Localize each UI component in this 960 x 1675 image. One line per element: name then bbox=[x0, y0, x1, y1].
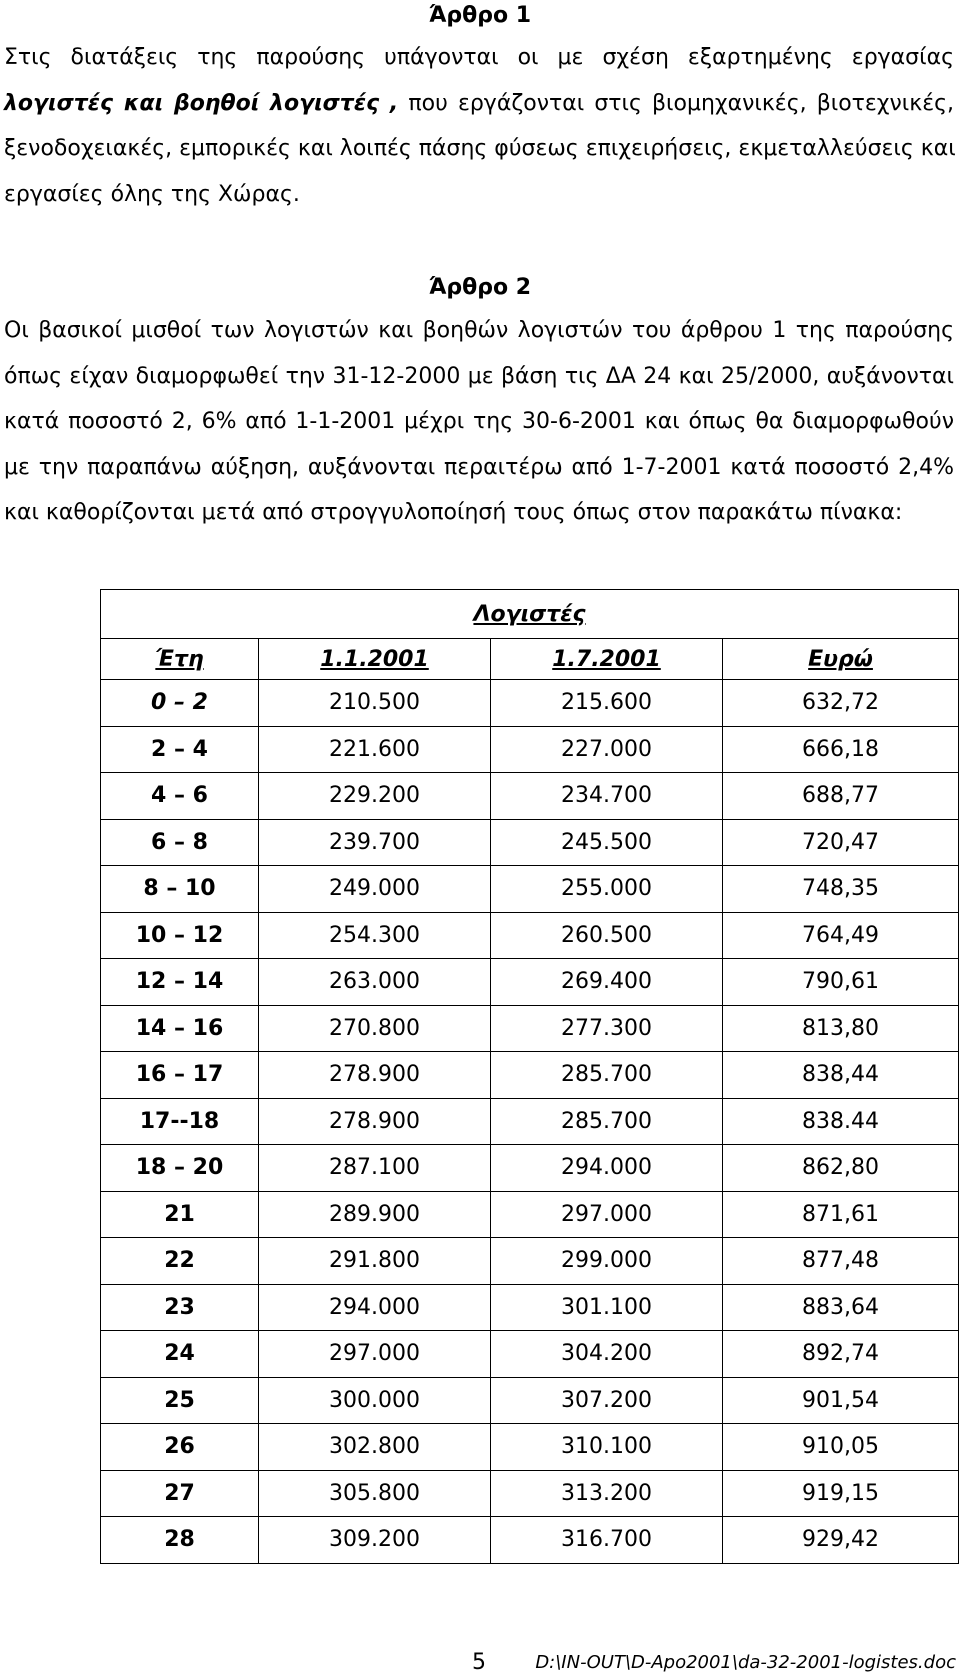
value-2001-01-cell: 287.100 bbox=[259, 1145, 491, 1192]
header-years: Έτη bbox=[101, 639, 259, 680]
table-row bbox=[101, 1470, 959, 1517]
years-cell: 12 – 14 bbox=[101, 959, 259, 1006]
years-cell: 28 bbox=[101, 1517, 259, 1564]
euro-cell: 883,64 bbox=[723, 1284, 959, 1331]
years-cell: 14 – 16 bbox=[101, 1005, 259, 1052]
years-cell: 23 bbox=[101, 1284, 259, 1331]
value-2001-01-cell: 221.600 bbox=[259, 726, 491, 773]
euro-cell: 892,74 bbox=[723, 1331, 959, 1378]
euro-cell: 632,72 bbox=[723, 680, 959, 727]
years-cell: 26 bbox=[101, 1424, 259, 1471]
article-1-line-2 bbox=[4, 81, 954, 127]
value-2001-01-cell: 254.300 bbox=[259, 912, 491, 959]
header-euro: Ευρώ bbox=[723, 639, 959, 680]
euro-cell: 666,18 bbox=[723, 726, 959, 773]
euro-cell: 764,49 bbox=[723, 912, 959, 959]
value-2001-07-cell: 301.100 bbox=[491, 1284, 723, 1331]
years-cell: 22 bbox=[101, 1238, 259, 1285]
value-2001-01-cell: 300.000 bbox=[259, 1377, 491, 1424]
value-2001-01-cell: 278.900 bbox=[259, 1098, 491, 1145]
euro-cell: 838.44 bbox=[723, 1098, 959, 1145]
article-1-body bbox=[4, 35, 954, 217]
article-2-line-3: κατά ποσοστό 2, 6% από 1-1-2001 μέχρι της 30-6-2001 και όπως θα διαμορφωθούν bbox=[4, 409, 954, 434]
years-cell: 17--18 bbox=[101, 1098, 259, 1145]
value-2001-07-cell: 227.000 bbox=[491, 726, 723, 773]
value-2001-07-cell: 277.300 bbox=[491, 1005, 723, 1052]
years-cell: 18 – 20 bbox=[101, 1145, 259, 1192]
years-cell: 16 – 17 bbox=[101, 1052, 259, 1099]
value-2001-01-cell: 297.000 bbox=[259, 1331, 491, 1378]
euro-cell: 748,35 bbox=[723, 866, 959, 913]
value-2001-01-cell: 291.800 bbox=[259, 1238, 491, 1285]
table-row bbox=[101, 1377, 959, 1424]
years-cell: 2 – 4 bbox=[101, 726, 259, 773]
table-row bbox=[101, 1098, 959, 1145]
years-cell: 10 – 12 bbox=[101, 912, 259, 959]
table-row bbox=[101, 773, 959, 820]
article-2-line-5: και καθορίζονται μετά από στρογγυλοποίησή τους όπως στον παρακάτω πίνακα: bbox=[4, 500, 903, 525]
table-row bbox=[101, 1284, 959, 1331]
years-cell: 25 bbox=[101, 1377, 259, 1424]
salary-table bbox=[100, 589, 959, 1564]
years-cell: 27 bbox=[101, 1470, 259, 1517]
years-cell: 4 – 6 bbox=[101, 773, 259, 820]
table-row bbox=[101, 680, 959, 727]
value-2001-01-cell: 309.200 bbox=[259, 1517, 491, 1564]
years-cell: 6 – 8 bbox=[101, 819, 259, 866]
article-2-line-2: όπως είχαν διαμορφωθεί την 31-12-2000 με βάση τις ΔΑ 24 και 25/2000, αυξάνονται bbox=[4, 363, 954, 389]
euro-cell: 910,05 bbox=[723, 1424, 959, 1471]
value-2001-07-cell: 316.700 bbox=[491, 1517, 723, 1564]
value-2001-01-cell: 278.900 bbox=[259, 1052, 491, 1099]
value-2001-01-cell: 294.000 bbox=[259, 1284, 491, 1331]
table-row bbox=[101, 1517, 959, 1564]
page-number: 5 bbox=[472, 1650, 486, 1675]
value-2001-07-cell: 307.200 bbox=[491, 1377, 723, 1424]
value-2001-07-cell: 297.000 bbox=[491, 1191, 723, 1238]
article-1-line-4: εργασίες όλης της Χώρας. bbox=[4, 181, 300, 207]
years-cell: 24 bbox=[101, 1331, 259, 1378]
value-2001-07-cell: 269.400 bbox=[491, 959, 723, 1006]
table-title-row bbox=[101, 590, 959, 639]
value-2001-07-cell: 294.000 bbox=[491, 1145, 723, 1192]
table-row bbox=[101, 819, 959, 866]
table-row bbox=[101, 1005, 959, 1052]
euro-cell: 901,54 bbox=[723, 1377, 959, 1424]
value-2001-07-cell: 260.500 bbox=[491, 912, 723, 959]
value-2001-07-cell: 245.500 bbox=[491, 819, 723, 866]
table-row bbox=[101, 1424, 959, 1471]
euro-cell: 838,44 bbox=[723, 1052, 959, 1099]
table-row bbox=[101, 1052, 959, 1099]
article-2-body bbox=[4, 308, 954, 536]
article-2-line-4: με την παραπάνω αύξηση, αυξάνονται περαιτέρω από 1-7-2001 κατά ποσοστό 2,4% bbox=[4, 454, 954, 480]
value-2001-01-cell: 210.500 bbox=[259, 680, 491, 727]
table-row bbox=[101, 866, 959, 913]
table-row bbox=[101, 1331, 959, 1378]
value-2001-01-cell: 270.800 bbox=[259, 1005, 491, 1052]
euro-cell: 871,61 bbox=[723, 1191, 959, 1238]
years-cell: 21 bbox=[101, 1191, 259, 1238]
table-header-row bbox=[101, 639, 959, 680]
article-1-line-1: Στις διατάξεις της παρούσης υπάγονται οι με σχέση εξαρτημένης εργασίας bbox=[4, 45, 954, 70]
value-2001-01-cell: 263.000 bbox=[259, 959, 491, 1006]
value-2001-07-cell: 310.100 bbox=[491, 1424, 723, 1471]
article-1-emphasis: λογιστές και βοηθοί λογιστές , bbox=[4, 90, 399, 116]
table-row bbox=[101, 959, 959, 1006]
file-path: D:\IN-OUT\D-Apo2001\da-32-2001-logistes.doc bbox=[535, 1652, 956, 1673]
article-1-heading: Άρθρο 1 bbox=[428, 3, 532, 28]
value-2001-01-cell: 305.800 bbox=[259, 1470, 491, 1517]
euro-cell: 919,15 bbox=[723, 1470, 959, 1517]
euro-cell: 813,80 bbox=[723, 1005, 959, 1052]
table-row bbox=[101, 726, 959, 773]
value-2001-07-cell: 234.700 bbox=[491, 773, 723, 820]
table-title: Λογιστές bbox=[101, 590, 959, 639]
article-1-line-3: ξενοδοχειακές, εμπορικές και λοιπές πάσης φύσεως επιχειρήσεις, εκμεταλλεύσεις και bbox=[4, 136, 956, 161]
euro-cell: 790,61 bbox=[723, 959, 959, 1006]
euro-cell: 862,80 bbox=[723, 1145, 959, 1192]
euro-cell: 720,47 bbox=[723, 819, 959, 866]
value-2001-07-cell: 299.000 bbox=[491, 1238, 723, 1285]
value-2001-01-cell: 229.200 bbox=[259, 773, 491, 820]
table-row bbox=[101, 912, 959, 959]
article-2-line-1: Οι βασικοί μισθοί των λογιστών και βοηθών λογιστών του άρθρου 1 της παρούσης bbox=[4, 318, 954, 343]
euro-cell: 688,77 bbox=[723, 773, 959, 820]
value-2001-07-cell: 285.700 bbox=[491, 1098, 723, 1145]
header-date-2: 1.7.2001 bbox=[491, 639, 723, 680]
article-1-line-2-rest: που εργάζονται στις βιομηχανικές, βιοτεχνικές, bbox=[398, 90, 955, 116]
table-row bbox=[101, 1238, 959, 1285]
euro-cell: 929,42 bbox=[723, 1517, 959, 1564]
article-2-heading: Άρθρο 2 bbox=[428, 275, 532, 300]
value-2001-07-cell: 313.200 bbox=[491, 1470, 723, 1517]
value-2001-01-cell: 289.900 bbox=[259, 1191, 491, 1238]
value-2001-01-cell: 239.700 bbox=[259, 819, 491, 866]
value-2001-07-cell: 255.000 bbox=[491, 866, 723, 913]
value-2001-07-cell: 304.200 bbox=[491, 1331, 723, 1378]
table-row bbox=[101, 1191, 959, 1238]
table-row bbox=[101, 1145, 959, 1192]
value-2001-07-cell: 215.600 bbox=[491, 680, 723, 727]
euro-cell: 877,48 bbox=[723, 1238, 959, 1285]
value-2001-01-cell: 249.000 bbox=[259, 866, 491, 913]
years-cell: 0 – 2 bbox=[101, 680, 259, 727]
value-2001-01-cell: 302.800 bbox=[259, 1424, 491, 1471]
value-2001-07-cell: 285.700 bbox=[491, 1052, 723, 1099]
header-date-1: 1.1.2001 bbox=[259, 639, 491, 680]
years-cell: 8 – 10 bbox=[101, 866, 259, 913]
